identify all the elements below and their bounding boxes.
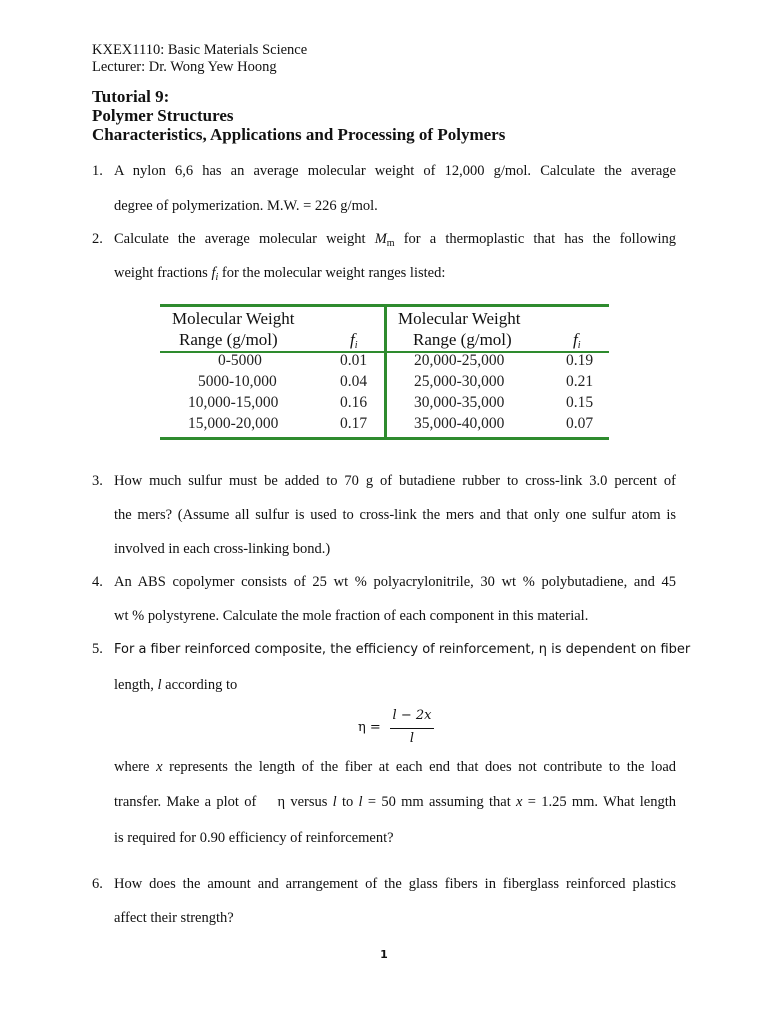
column-header: $f_i$ (350, 330, 358, 351)
question-text: involved in each cross-linking bond.) (114, 541, 331, 557)
table-cell: 25,000-30,000 (414, 373, 505, 390)
table-cell: 0.17 (340, 415, 368, 432)
subtopic-title: Characteristics, Applications and Processing of Polymers (92, 125, 506, 144)
table-cell: 0.16 (340, 394, 368, 411)
tutorial-title: Tutorial 9: (92, 87, 170, 106)
question-text: How much sulfur must be added to 70 g of butadiene rubber to cross-link 3.0 percent of (114, 473, 676, 489)
table-cell: 0-5000 (218, 352, 262, 369)
equation-lhs: η = (358, 720, 381, 735)
question-number: 5. (92, 641, 103, 657)
question-text: affect their strength? (114, 910, 234, 926)
question-text: How does the amount and arrangement of the glass fibers in fiberglass reinforced plastics (114, 876, 676, 892)
equation-numerator: l − 2x (392, 708, 432, 723)
table-cell: 10,000-15,000 (188, 394, 279, 411)
table-cell: 5000-10,000 (198, 373, 277, 390)
question-number: 1. (92, 163, 103, 179)
column-header: $f_i$ (573, 330, 581, 351)
column-header: Molecular Weight (172, 309, 295, 328)
table-cell: 20,000-25,000 (414, 352, 505, 369)
column-header: Molecular Weight (398, 309, 521, 328)
equation-denominator: l (409, 731, 415, 746)
question-text: weight fractions $f_i$ for the molecular weight ranges listed: (114, 265, 446, 283)
table-cell: 30,000-35,000 (414, 394, 505, 411)
fraction-bar (390, 728, 434, 729)
table-cell: 0.04 (340, 373, 368, 390)
question-text: For a fiber reinforced composite, the efficiency of reinforcement, η is dependent on fiber (114, 642, 691, 657)
table-cell: 0.01 (340, 352, 368, 369)
table-center-divider (384, 304, 387, 440)
topic-title: Polymer Structures (92, 106, 234, 125)
question-text: degree of polymerization. M.W. = 226 g/mol. (114, 198, 378, 214)
table-cell: 0.19 (566, 352, 594, 369)
course-code: KXEX1110: Basic Materials Science (92, 42, 308, 58)
question-text: An ABS copolymer consists of 25 wt % polyacrylonitrile, 30 wt % polybutadiene, and 45 (114, 574, 676, 590)
table-cell: 15,000-20,000 (188, 415, 279, 432)
question-text: the mers? (Assume all sulfur is used to cross-link the mers and that only one sulfur atom is (114, 507, 676, 523)
column-header: Range (g/mol) (413, 330, 512, 349)
column-header: Range (g/mol) (179, 330, 278, 349)
table-cell: 0.15 (566, 394, 594, 411)
table-cell: 35,000-40,000 (414, 415, 505, 432)
question-text: A nylon 6,6 has an average molecular weight of 12,000 g/mol. Calculate the average (114, 163, 676, 179)
question-text: wt % polystyrene. Calculate the mole fraction of each component in this material. (114, 608, 589, 624)
question-text: where x represents the length of the fiber at each end that does not contribute to the load (114, 759, 677, 775)
table-cell: 0.07 (566, 415, 594, 432)
question-number: 6. (92, 876, 103, 892)
question-number: 2. (92, 231, 103, 247)
question-number: 3. (92, 473, 103, 489)
weight-fraction-table (160, 304, 609, 440)
efficiency-equation (358, 708, 438, 748)
table-cell: 0.21 (566, 373, 594, 390)
question-number: 4. (92, 574, 103, 590)
question-text: transfer. Make a plot of η versus l to l = 50 mm assuming that x = 1.25 mm. What length (114, 794, 676, 810)
question-text: is required for 0.90 efficiency of reinforcement? (114, 830, 394, 846)
lecturer-name: Lecturer: Dr. Wong Yew Hoong (92, 59, 277, 75)
question-text: Calculate the average molecular weight $M_m$ for a thermoplastic that has the following (114, 231, 676, 249)
question-text: length, l according to (114, 677, 238, 693)
page-number: 1 (380, 948, 388, 961)
